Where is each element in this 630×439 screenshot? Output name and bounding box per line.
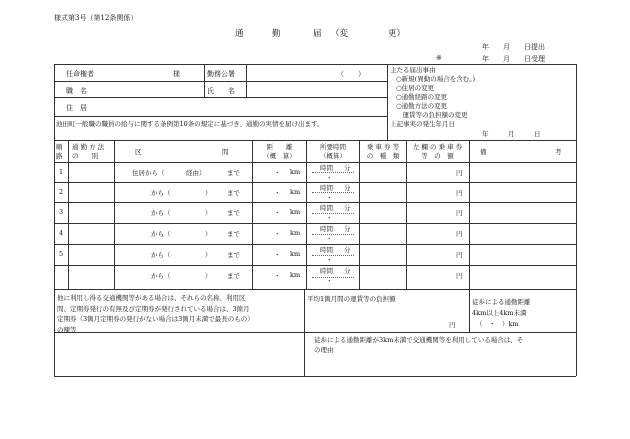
row-to: まで xyxy=(227,169,240,177)
reason-item: ○通勤経路の変更 xyxy=(396,92,448,101)
walk-distance-value: （ ・ ）km xyxy=(476,320,519,328)
row-time-hour: 時間 xyxy=(320,246,333,254)
row-number: 3 xyxy=(59,208,64,216)
walk-distance-range: 4km以上4km未満 xyxy=(472,309,527,317)
row-amount-yen: 円 xyxy=(456,209,463,217)
row-via: ） xyxy=(205,209,212,217)
row-time-dot: ・ xyxy=(326,235,333,243)
row-amount-yen: 円 xyxy=(456,169,463,177)
row-from: から（ xyxy=(151,272,171,280)
row-number: 1 xyxy=(59,168,64,176)
row-time-dot: ・ xyxy=(326,214,333,222)
row-distance-unit: km xyxy=(290,188,301,196)
position-label: 職 名 xyxy=(66,87,87,95)
row-time-hour: 時間 xyxy=(320,184,333,192)
col-section-header-b: 間 xyxy=(222,148,229,156)
row-to: まで xyxy=(227,251,240,259)
reasons-heading: 主たる届出事由 xyxy=(390,66,436,74)
title-paren-close: 更） xyxy=(388,29,406,39)
name-label: 氏 名 xyxy=(207,87,235,95)
submit-date: 年 月 日提出 xyxy=(482,43,545,51)
row-time-hour: 時間 xyxy=(320,267,333,275)
row-amount-yen: 円 xyxy=(456,189,463,197)
row-to: まで xyxy=(227,189,240,197)
col-method-header: 通 勤 方 法 の 別 xyxy=(72,143,105,160)
row-from: から（ xyxy=(151,251,171,259)
row-distance-unit: km xyxy=(290,208,301,216)
row-number: 5 xyxy=(59,250,64,258)
sama-label: 様 xyxy=(173,70,180,78)
title-char: 届 xyxy=(313,29,322,39)
reason-item: ○新規(異動の場合を含む。) xyxy=(396,74,475,83)
monthly-fare-yen: 円 xyxy=(449,321,456,329)
row-via: ） xyxy=(205,230,212,238)
reason-item: ○通勤方法の変更 xyxy=(396,101,448,110)
row-from: から（ xyxy=(151,189,171,197)
row-to: まで xyxy=(227,209,240,217)
row-via: ） xyxy=(205,272,212,280)
title-char: 勤 xyxy=(272,29,281,39)
address-label: 住 居 xyxy=(66,104,87,112)
row-time-min: 分 xyxy=(344,184,351,192)
row-distance-dot: ・ xyxy=(274,272,281,280)
row-time-hour: 時間 xyxy=(320,164,333,172)
row-distance-dot: ・ xyxy=(274,251,281,259)
appointer-label: 任命権者 xyxy=(66,70,94,78)
row-time-dot: ・ xyxy=(326,194,333,202)
row-amount-yen: 円 xyxy=(456,251,463,259)
row-to: まで xyxy=(227,230,240,238)
row-via: ） xyxy=(205,251,212,259)
row-time-min: 分 xyxy=(344,267,351,275)
col-remarks-header-b: 考 xyxy=(555,148,562,156)
row-time-min: 分 xyxy=(344,246,351,254)
row-time-min: 分 xyxy=(344,164,351,172)
row-time-dot: ・ xyxy=(326,277,333,285)
row-number: 4 xyxy=(59,229,64,237)
occurrence-date: 年 月 日 xyxy=(482,130,541,138)
row-number: 2 xyxy=(59,188,64,196)
form-number: 様式第3号（第12条関係） xyxy=(54,14,138,22)
asterisk-mark: ※ xyxy=(436,54,442,62)
row-via: ） xyxy=(205,189,212,197)
row-time-min: 分 xyxy=(344,204,351,212)
col-time-header: 所要時間 （概算） xyxy=(320,143,346,160)
col-order-header: 順 路 xyxy=(56,143,63,160)
row-distance-unit: km xyxy=(290,229,301,237)
col-distance-header: 距 離 （概 算） xyxy=(263,143,296,160)
row-distance-dot: ・ xyxy=(274,230,281,238)
row-time-dot: ・ xyxy=(326,256,333,264)
workplace-paren: （ ） xyxy=(337,70,365,78)
monthly-fare-label: 平均1箇月間の運賃等の負担額 xyxy=(307,295,396,303)
other-transport-note: 他に利用し得る交通機関等がある場合は、それらの名称、利用区 間、定期券発行の有無及び定期券が発行されている場合は、3箇月 定期券（3箇月定期券の発行がない場合は3箇月未満で最長のもの） の額等 xyxy=(57,294,254,334)
row-from: から（ xyxy=(151,230,171,238)
row-time-dot: ・ xyxy=(326,174,333,182)
row-from: から（ xyxy=(151,209,171,217)
walk-reason-label: 徒歩による通勤距離が3km未満で交通機関等を利用している場合は、そ の理由 xyxy=(314,336,524,354)
title-char: 通 xyxy=(235,29,244,39)
row-amount-yen: 円 xyxy=(456,230,463,238)
occurrence-label: 上記事実の発生年月日 xyxy=(390,119,455,128)
row-distance-dot: ・ xyxy=(274,189,281,197)
workplace-label: 勤務公署 xyxy=(207,70,235,78)
title-paren-open: （変 xyxy=(331,29,349,39)
row-time-hour: 時間 xyxy=(320,225,333,233)
declaration-statement: 池田町一般職の職員の給与に関する条例第10条の規定に基づき、通勤の実情を届け出ます。 xyxy=(56,120,324,128)
col-amount-header: 左 欄 の 乗 車 券 等 の 額 xyxy=(412,143,463,160)
walk-distance-heading: 徒歩による通勤距離 xyxy=(472,298,531,306)
row-distance-dot: ・ xyxy=(274,209,281,217)
row-time-hour: 時間 xyxy=(320,204,333,212)
col-section-header-a: 区 xyxy=(135,148,142,156)
row-distance-dot: ・ xyxy=(274,169,281,177)
col-pass-header: 乗 車 券 等 の 種 類 xyxy=(366,143,400,160)
row-from: 住居から（ xyxy=(132,169,165,177)
receive-date: 年 月 日受理 xyxy=(482,55,545,63)
reason-item: 運賃等の負担額の変更 xyxy=(396,110,468,119)
row-distance-unit: km xyxy=(290,271,301,279)
row-amount-yen: 円 xyxy=(456,272,463,280)
row-to: まで xyxy=(227,272,240,280)
col-remarks-header-a: 備 xyxy=(480,148,487,156)
row-via: 経由） xyxy=(186,169,206,177)
reason-item: ○住居の変更 xyxy=(396,83,435,92)
row-time-min: 分 xyxy=(344,225,351,233)
row-distance-unit: km xyxy=(290,168,301,176)
row-distance-unit: km xyxy=(290,250,301,258)
